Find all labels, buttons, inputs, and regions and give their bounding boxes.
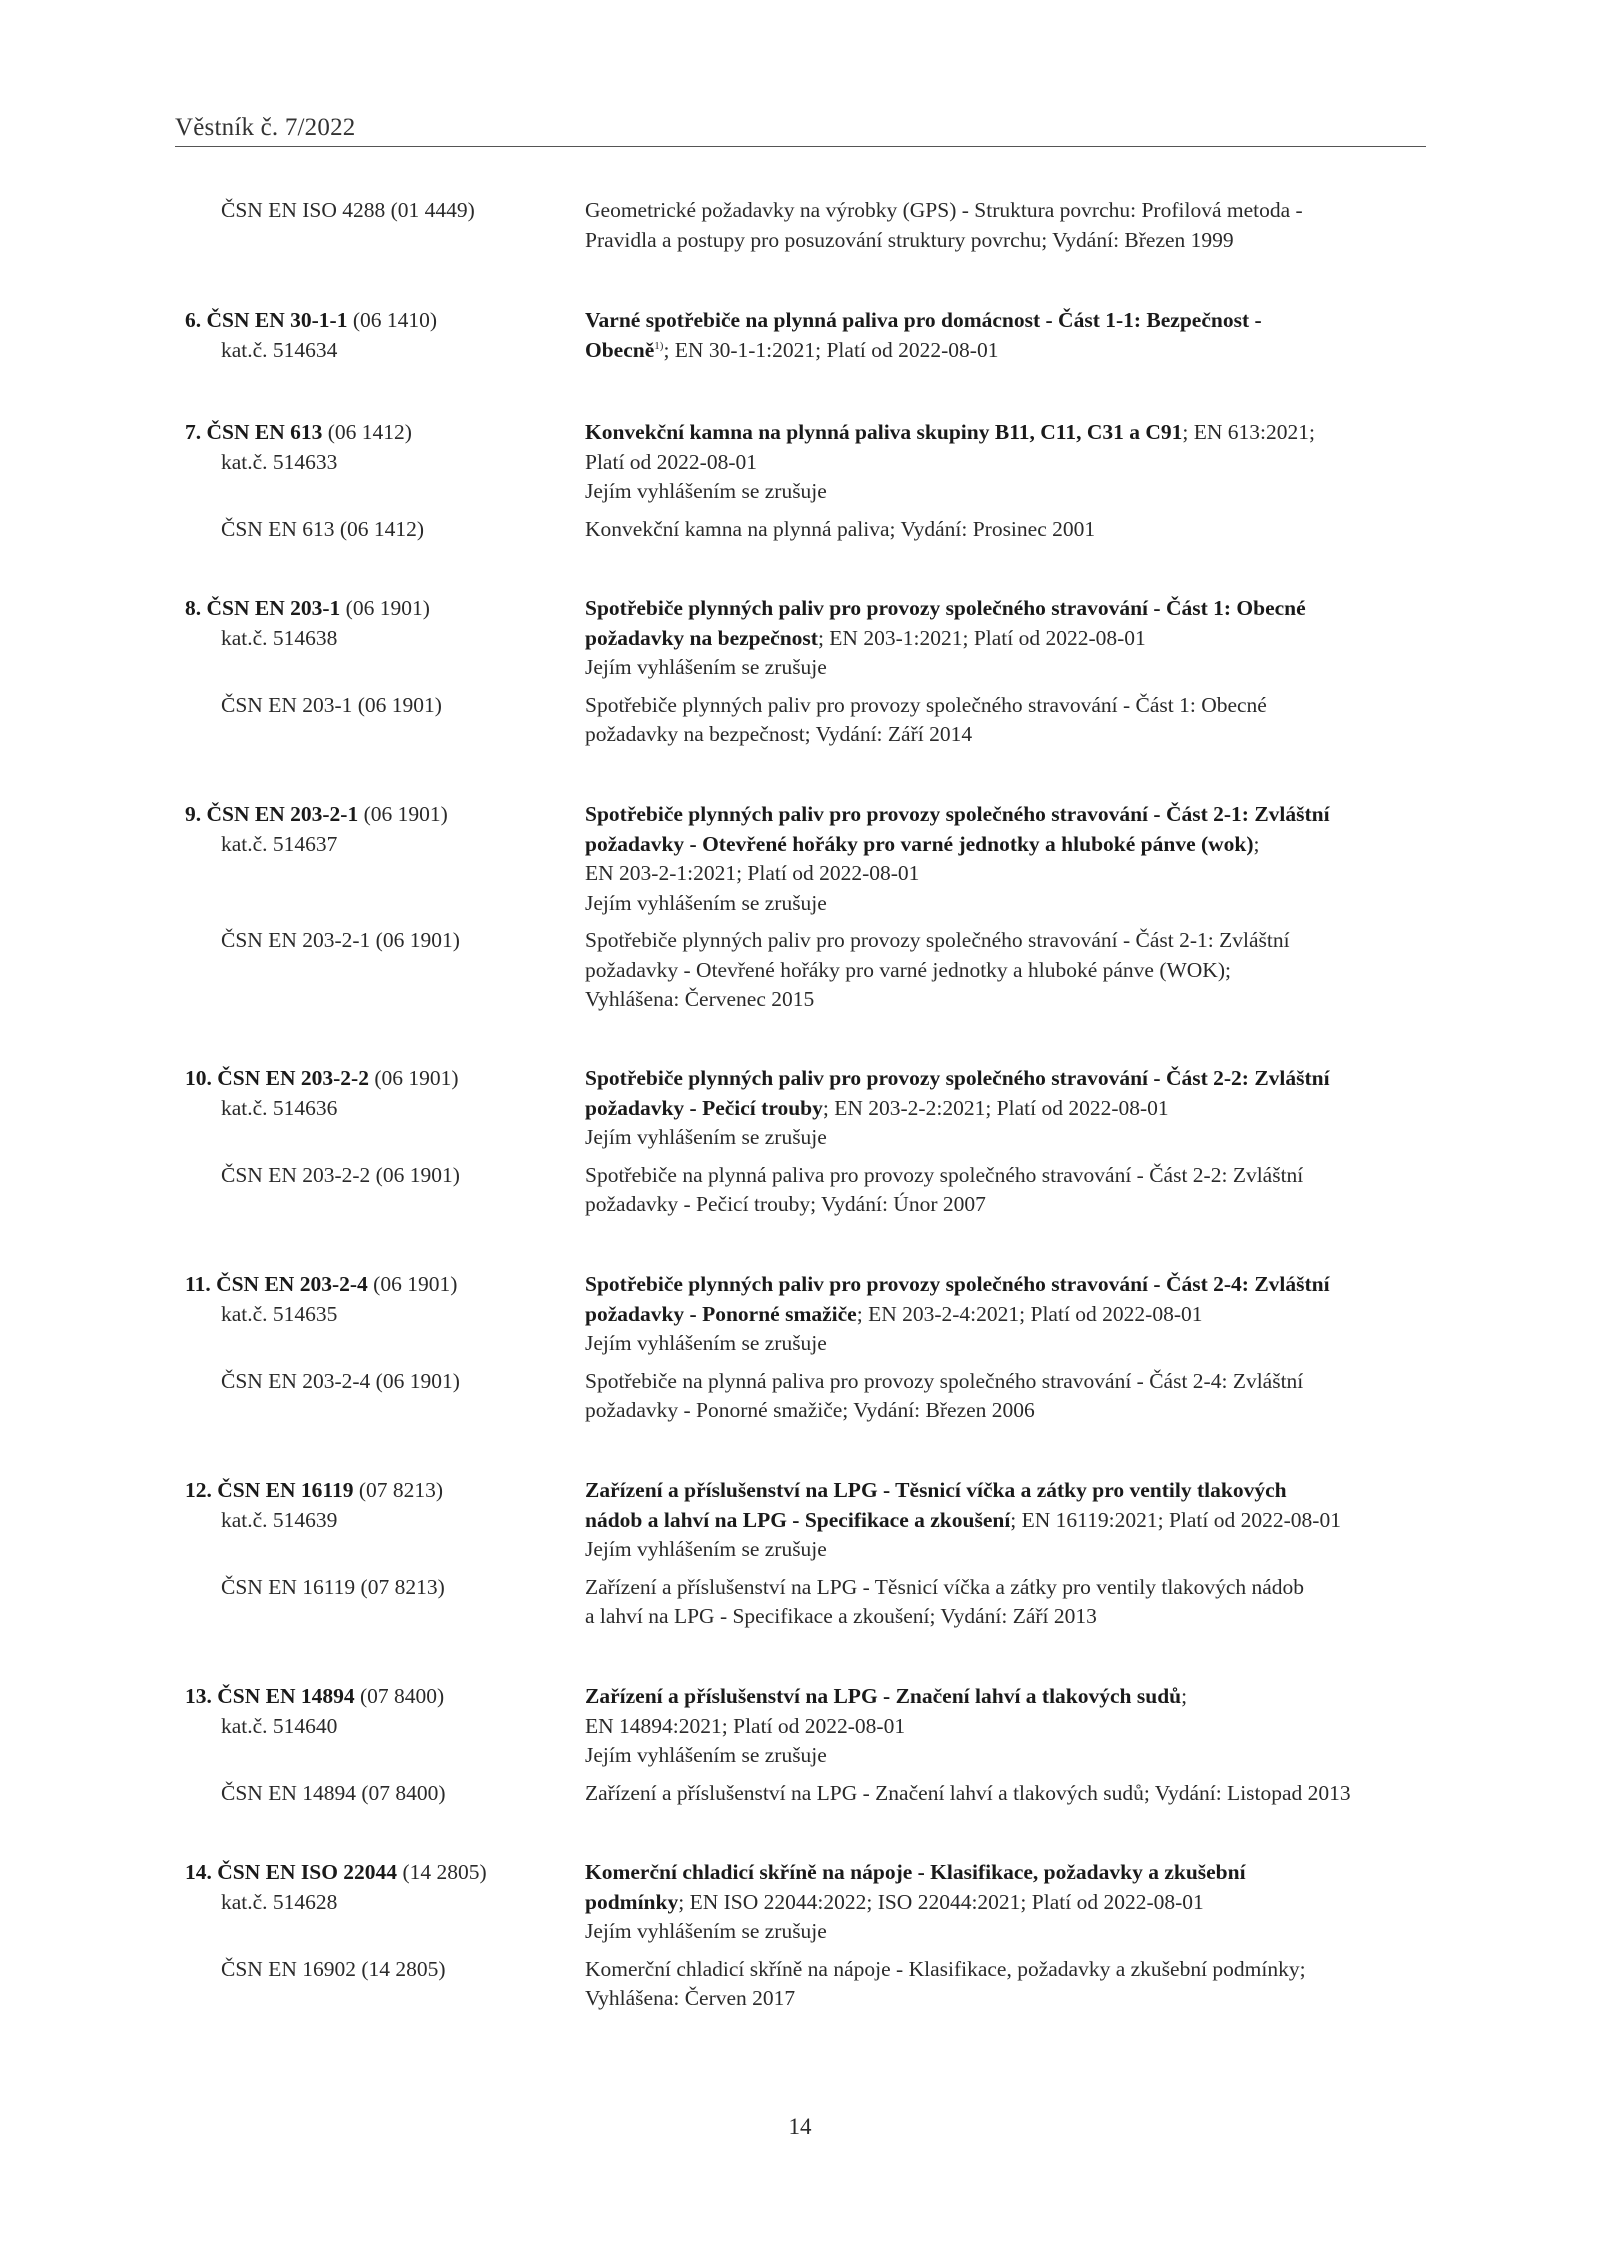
entry-11 (185, 1270, 1445, 1426)
entry-number: 13. (185, 1684, 212, 1708)
standard-code: ČSN EN 613 (206, 420, 323, 444)
replaces-note: Jejím vyhlášením se zrušuje (585, 655, 827, 679)
standard-title-end: požadavky na bezpečnost (585, 625, 818, 650)
withdrawn-standard-line: Vyhlášena: Červenec 2015 (585, 987, 815, 1011)
catalog-number: kat.č. 514637 (221, 831, 338, 856)
standard-title: Spotřebiče plynných paliv pro provozy společného stravování - Část 2-1: Zvláštní (585, 802, 1330, 826)
replaces-note: Jejím vyhlášením se zrušuje (585, 1743, 827, 1767)
entry-10 (185, 1064, 1445, 1220)
standard-classification: (06 1901) (367, 1272, 458, 1296)
entry-9 (185, 800, 1445, 1015)
page-number: 14 (788, 2114, 812, 2139)
standard-details: ; EN 30-1-1:2021; Platí od 2022-08-01 (663, 337, 999, 362)
standard-classification: (06 1901) (340, 596, 430, 620)
replaces-note: Jejím vyhlášením se zrušuje (585, 479, 827, 503)
withdrawn-standard-line: požadavky - Otevřené hořáky pro varné jednotky a hluboké pánve (WOK); (585, 957, 1231, 982)
standard-row (185, 1064, 1445, 1153)
effective-date: EN 203-2-1:2021; Platí od 2022-08-01 (585, 861, 920, 885)
withdrawn-standard-line: požadavky - Pečicí trouby; Vydání: Únor 2007 (585, 1192, 986, 1216)
withdrawn-standard-line: Pravidla a postupy pro posuzování struktury povrchu; Vydání: Březen 1999 (585, 227, 1234, 252)
replaces-note: Jejím vyhlášením se zrušuje (585, 1331, 827, 1355)
standard-code: ČSN EN 203-1 (206, 596, 341, 620)
withdrawn-standard-line: Zařízení a příslušenství na LPG - Značení lahví a tlakových sudů; Vydání: Listopad 2013 (585, 1780, 1351, 1805)
standard-title: Zařízení a příslušenství na LPG - Značení lahví a tlakových sudů (585, 1684, 1182, 1708)
replaces-note: Jejím vyhlášením se zrušuje (585, 1125, 827, 1149)
withdrawn-standard-row (185, 691, 1445, 750)
withdrawn-standard-row (185, 1367, 1445, 1426)
standard-title-end: podmínky (585, 1889, 679, 1914)
standard-title: Komerční chladicí skříně na nápoje - Klasifikace, požadavky a zkušební (585, 1860, 1246, 1884)
withdrawn-standard-code: ČSN EN ISO 4288 (01 4449) (221, 198, 475, 222)
entry-13 (185, 1682, 1445, 1808)
catalog-number: kat.č. 514638 (221, 625, 338, 650)
standard-row (185, 418, 1445, 507)
standard-details: ; EN 203-2-2:2021; Platí od 2022-08-01 (822, 1095, 1169, 1120)
withdrawn-standard-line: požadavky na bezpečnost; Vydání: Září 2014 (585, 722, 973, 746)
withdrawn-standard-row (185, 1955, 1445, 2014)
catalog-number: kat.č. 514634 (221, 337, 338, 362)
withdrawn-standard-line: Spotřebiče na plynná paliva pro provozy společného stravování - Část 2-4: Zvláštní (585, 1368, 1304, 1393)
withdrawn-standard-row (185, 926, 1445, 1015)
replaces-note: Jejím vyhlášením se zrušuje (585, 890, 827, 915)
standard-row (185, 1858, 1445, 1947)
effective-date: Platí od 2022-08-01 (585, 449, 757, 474)
standard-classification: (07 8400) (354, 1684, 445, 1708)
standard-details: ; EN 16119:2021; Platí od 2022-08-01 (1010, 1507, 1341, 1532)
withdrawn-standard-line: a lahví na LPG - Specifikace a zkoušení; Vydání: Září 2013 (585, 1604, 1097, 1628)
standard-details: ; EN 613:2021; (1182, 420, 1315, 444)
standard-classification: (14 2805) (397, 1860, 487, 1884)
catalog-number: kat.č. 514635 (221, 1301, 338, 1326)
entry-6 (185, 306, 1445, 365)
bulletin-title: Věstník č. 7/2022 (175, 114, 356, 141)
footnote-mark: 1) (654, 339, 664, 352)
effective-date: EN 14894:2021; Platí od 2022-08-01 (585, 1713, 906, 1738)
standard-title: Spotřebiče plynných paliv pro provozy společného stravování - Část 2-2: Zvláštní (585, 1066, 1330, 1090)
standard-title: Spotřebiče plynných paliv pro provozy společného stravování - Část 2-4: Zvláštní (585, 1272, 1330, 1296)
page-header (175, 114, 1426, 147)
replaces-note: Jejím vyhlášením se zrušuje (585, 1919, 827, 1943)
standard-classification: (06 1410) (347, 308, 438, 332)
entry-12 (185, 1476, 1445, 1632)
withdrawn-standard-line: Zařízení a příslušenství na LPG - Těsnicí víčka a zátky pro ventily tlakových nádob (585, 1574, 1305, 1599)
standard-row (185, 1270, 1445, 1359)
entry-5-continuation (185, 196, 1445, 255)
replaces-note: Jejím vyhlášením se zrušuje (585, 1537, 827, 1561)
entry-number: 12. (185, 1478, 212, 1502)
catalog-number: kat.č. 514633 (221, 449, 338, 474)
entry-number: 9. (185, 802, 202, 826)
standard-details: ; (1181, 1684, 1188, 1708)
withdrawn-standard-code: ČSN EN 203-2-2 (06 1901) (221, 1162, 460, 1187)
standard-code: ČSN EN 16119 (217, 1478, 354, 1502)
withdrawn-standard-line: Vyhlášena: Červen 2017 (585, 1986, 796, 2010)
standard-row (185, 306, 1445, 365)
standard-title: Varné spotřebiče na plynná paliva pro domácnost - Část 1-1: Bezpečnost - (585, 308, 1262, 332)
catalog-number: kat.č. 514636 (221, 1095, 338, 1120)
standard-code: ČSN EN 30-1-1 (206, 308, 348, 332)
entry-number: 11. (185, 1272, 211, 1296)
standard-title-end: požadavky - Ponorné smažiče (585, 1301, 857, 1326)
entry-number: 10. (185, 1066, 212, 1090)
withdrawn-standard-row (185, 1161, 1445, 1220)
withdrawn-standard-code: ČSN EN 203-2-4 (06 1901) (221, 1368, 460, 1393)
withdrawn-standard-code: ČSN EN 203-2-1 (06 1901) (221, 928, 460, 952)
entry-number: 6. (185, 308, 202, 332)
catalog-number: kat.č. 514640 (221, 1713, 338, 1738)
withdrawn-standard-row (185, 1573, 1445, 1632)
standard-details: ; (1253, 831, 1260, 856)
standard-details: ; EN 203-1:2021; Platí od 2022-08-01 (817, 625, 1146, 650)
entry-number: 8. (185, 596, 202, 620)
standard-title: Zařízení a příslušenství na LPG - Těsnicí víčka a zátky pro ventily tlakových (585, 1478, 1287, 1502)
withdrawn-standard-row (185, 196, 1445, 255)
standard-title-end: požadavky - Pečicí trouby (585, 1095, 823, 1120)
withdrawn-standard-line: Spotřebiče plynných paliv pro provozy společného stravování - Část 1: Obecné (585, 692, 1267, 717)
standard-classification: (07 8213) (353, 1478, 444, 1502)
withdrawn-standard-line: Komerční chladicí skříně na nápoje - Klasifikace, požadavky a zkušební podmínky; (585, 1956, 1306, 1981)
standard-classification: (06 1901) (358, 802, 448, 826)
withdrawn-standard-line: Spotřebiče plynných paliv pro provozy společného stravování - Část 2-1: Zvláštní (585, 928, 1290, 952)
standard-classification: (06 1412) (322, 420, 412, 444)
standard-title-end: nádob a lahví na LPG - Specifikace a zkoušení (585, 1507, 1011, 1532)
standard-title: Konvekční kamna na plynná paliva skupiny B11, C11, C31 a C91 (585, 420, 1183, 444)
withdrawn-standard-row (185, 1779, 1445, 1809)
withdrawn-standard-code: ČSN EN 14894 (07 8400) (221, 1780, 446, 1805)
withdrawn-standard-code: ČSN EN 203-1 (06 1901) (221, 692, 442, 717)
entry-8 (185, 594, 1445, 750)
entry-7 (185, 418, 1445, 544)
withdrawn-standard-line: Konvekční kamna na plynná paliva; Vydání: Prosinec 2001 (585, 516, 1096, 541)
withdrawn-standard-code: ČSN EN 16902 (14 2805) (221, 1956, 446, 1981)
entry-number: 7. (185, 420, 202, 444)
catalog-number: kat.č. 514639 (221, 1507, 338, 1532)
standard-row (185, 800, 1445, 918)
standard-title: Spotřebiče plynných paliv pro provozy společného stravování - Část 1: Obecné (585, 596, 1306, 620)
standard-code: ČSN EN 203-2-2 (217, 1066, 369, 1090)
standard-code: ČSN EN 203-2-4 (216, 1272, 368, 1296)
entry-number: 14. (185, 1860, 212, 1884)
standard-details: ; EN 203-2-4:2021; Platí od 2022-08-01 (856, 1301, 1203, 1326)
standard-row (185, 1476, 1445, 1565)
withdrawn-standard-code: ČSN EN 613 (06 1412) (221, 516, 425, 541)
catalog-number: kat.č. 514628 (221, 1889, 338, 1914)
standard-title-end: Obecně (585, 337, 655, 362)
standard-code: ČSN EN 14894 (217, 1684, 355, 1708)
withdrawn-standard-line: Geometrické požadavky na výrobky (GPS) - Struktura povrchu: Profilová metoda - (585, 198, 1303, 222)
standard-details: ; EN ISO 22044:2022; ISO 22044:2021; Platí od 2022-08-01 (678, 1889, 1204, 1914)
standard-title-end: požadavky - Otevřené hořáky pro varné jednotky a hluboké pánve (wok) (585, 831, 1254, 856)
standard-code: ČSN EN ISO 22044 (217, 1860, 398, 1884)
withdrawn-standard-line: požadavky - Ponorné smažiče; Vydání: Březen 2006 (585, 1398, 1035, 1422)
standard-row (185, 594, 1445, 683)
entry-14 (185, 1858, 1445, 2014)
withdrawn-standard-code: ČSN EN 16119 (07 8213) (221, 1574, 445, 1599)
page-footer (0, 2114, 1600, 2140)
standard-classification: (06 1901) (368, 1066, 459, 1090)
standard-row (185, 1682, 1445, 1771)
standard-code: ČSN EN 203-2-1 (206, 802, 359, 826)
withdrawn-standard-line: Spotřebiče na plynná paliva pro provozy společného stravování - Část 2-2: Zvláštní (585, 1162, 1304, 1187)
withdrawn-standard-row (185, 515, 1445, 545)
